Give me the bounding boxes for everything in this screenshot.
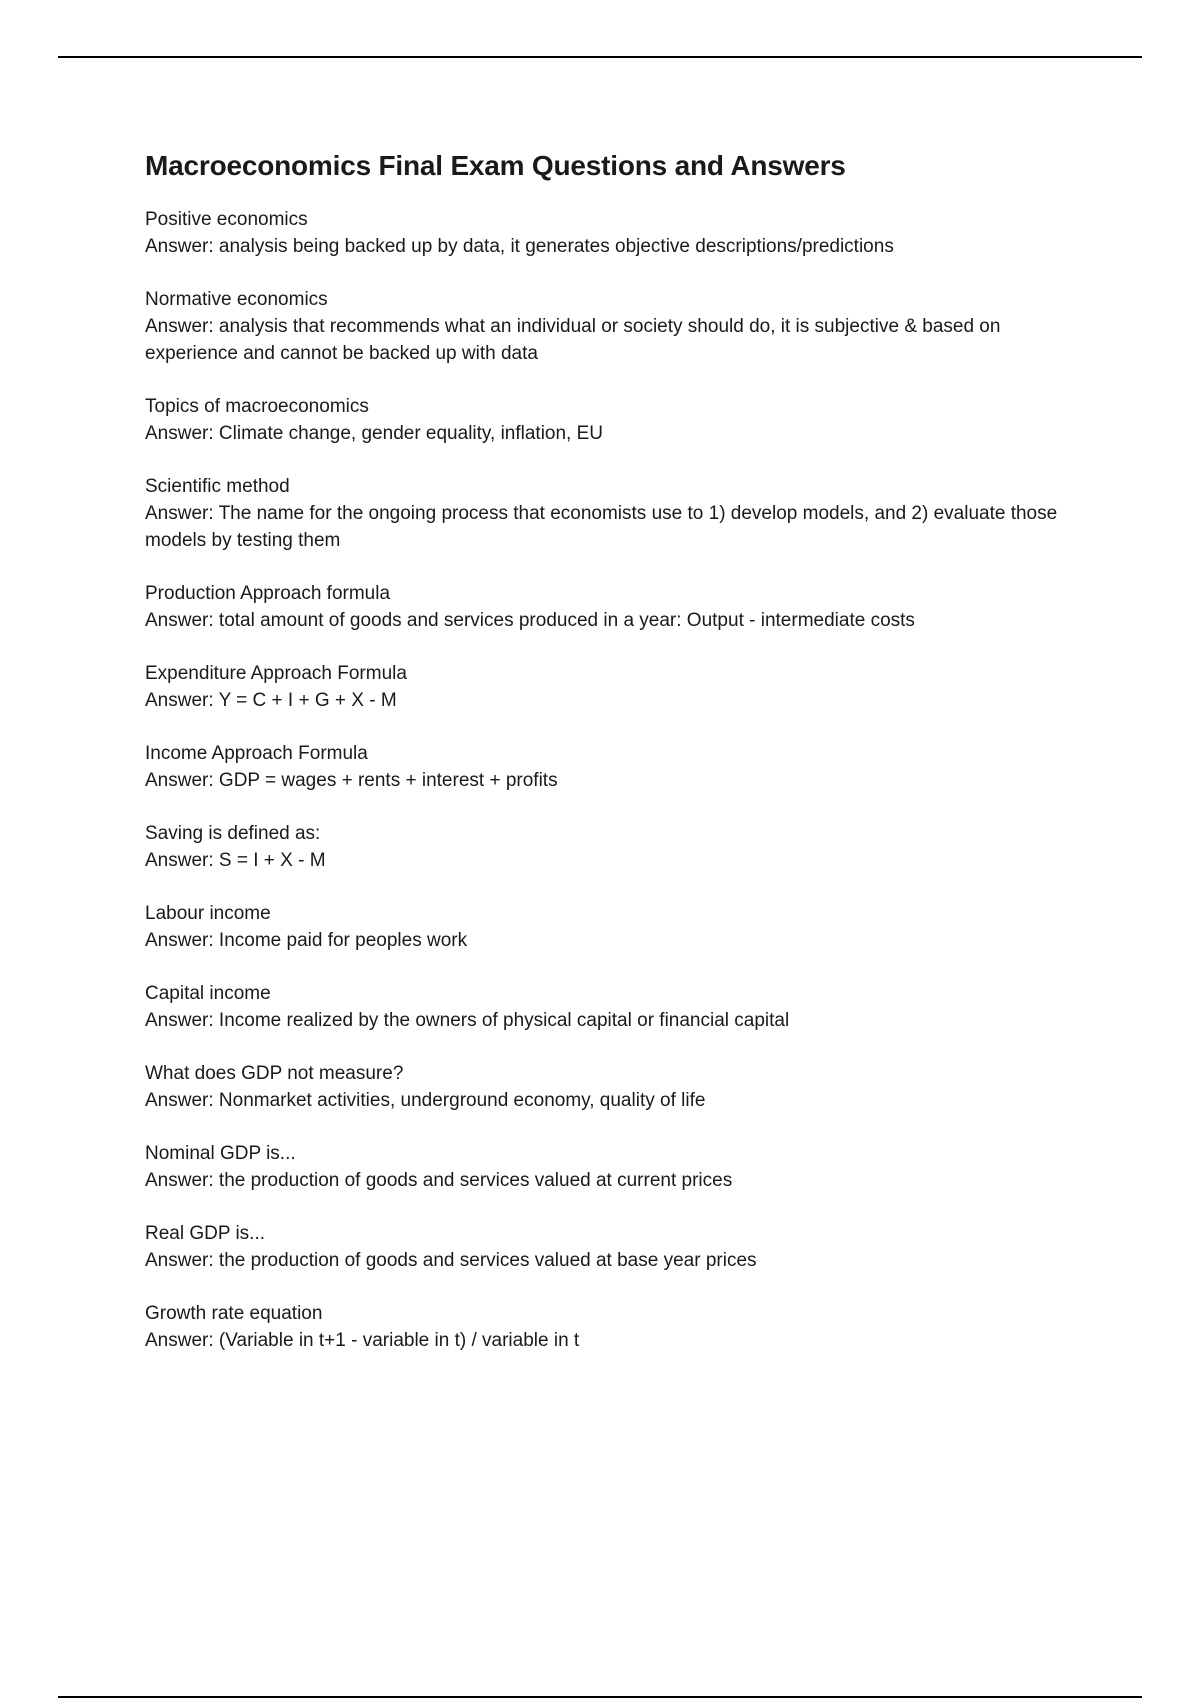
qa-item [145,1220,1075,1274]
question-text: What does GDP not measure? [145,1063,404,1084]
answer-text: Answer: analysis being backed up by data, it generates objective descriptions/predictions [145,236,894,257]
qa-item [145,1060,1075,1114]
qa-item [145,1300,1075,1354]
answer-text: Answer: total amount of goods and services produced in a year: Output - intermediate costs [145,610,915,631]
question-text: Nominal GDP is... [145,1143,296,1164]
qa-item [145,900,1075,954]
header-rule [58,56,1142,58]
qa-item [145,580,1075,634]
question-text: Positive economics [145,209,308,230]
answer-text: Answer: (Variable in t+1 - variable in t) / variable in t [145,1330,580,1351]
question-text: Topics of macroeconomics [145,396,369,417]
document-body [145,146,1075,1380]
answer-text: Answer: Income realized by the owners of physical capital or financial capital [145,1010,790,1031]
question-text: Scientific method [145,476,290,497]
qa-item [145,980,1075,1034]
answer-text: Answer: S = I + X - M [145,850,326,871]
question-text: Income Approach Formula [145,743,368,764]
qa-item [145,820,1075,874]
question-text: Production Approach formula [145,583,391,604]
answer-text: Answer: the production of goods and services valued at base year prices [145,1250,757,1271]
qa-item [145,1140,1075,1194]
question-text: Real GDP is... [145,1223,266,1244]
question-text: Capital income [145,983,271,1004]
qa-item [145,473,1075,554]
question-text: Growth rate equation [145,1303,323,1324]
answer-text: Answer: Y = C + I + G + X - M [145,690,397,711]
answer-text: Answer: the production of goods and services valued at current prices [145,1170,733,1191]
footer-rule [58,1696,1142,1698]
document-title: Macroeconomics Final Exam Questions and Answers [145,150,846,181]
answer-text: Answer: Income paid for peoples work [145,930,468,951]
qa-item [145,393,1075,447]
question-text: Expenditure Approach Formula [145,663,407,684]
qa-item [145,740,1075,794]
answer-text: Answer: The name for the ongoing process that economists use to 1) develop models, and 2) evaluate those models by testing them [145,503,1058,551]
answer-text: Answer: Climate change, gender equality, inflation, EU [145,423,604,444]
question-text: Saving is defined as: [145,823,321,844]
qa-item [145,206,1075,260]
answer-text: Answer: Nonmarket activities, underground economy, quality of life [145,1090,706,1111]
qa-item [145,286,1075,367]
answer-text: Answer: analysis that recommends what an individual or society should do, it is subjective & based on experience and cannot be backed up with data [145,316,1001,364]
question-text: Labour income [145,903,271,924]
question-text: Normative economics [145,289,328,310]
qa-item [145,660,1075,714]
answer-text: Answer: GDP = wages + rents + interest + profits [145,770,558,791]
